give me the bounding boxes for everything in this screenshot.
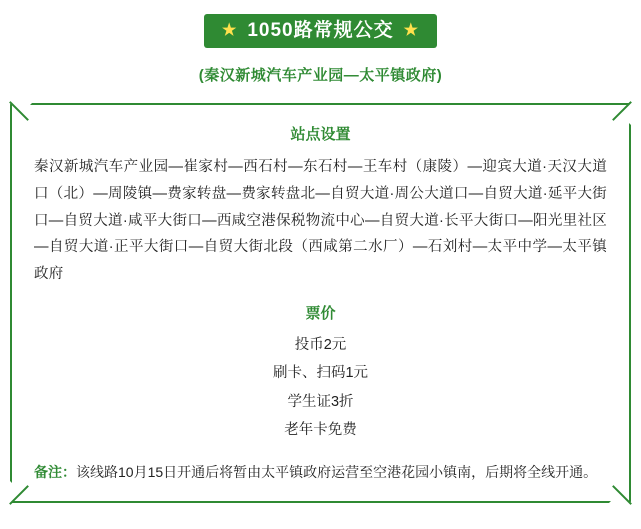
fare-line-card: 刷卡、扫码1元 [272,365,369,382]
fare-line-student: 学生证3折 [287,393,354,410]
route-subtitle: (秦汉新城汽车产业园—太平镇政府) [198,67,443,84]
star-right-icon: ★ [403,21,419,39]
fare-line-cash: 投币2元 [294,337,347,354]
fare-section-title: 票价 [305,305,336,323]
note-section [34,460,607,485]
stops-list-text: 秦汉新城汽车产业园—崔家村—西石村—东石村—王车村（康陵）—迎宾大道·天汉大道口（北）—周陵镇—费家转盘—费家转盘北—自贸大道·周公大道口—自贸大道·延平大街口—自贸大道·咸平大街口—西咸空港保税物流中心—自贸大道·长平大街口—阳光里社区—自贸大道·正平大街口—自贸大街北段（西咸第二水厂）—石刘村—太平中学—太平镇政府 [34,159,607,283]
note-label: 备注： [34,464,76,481]
route-title: 1050路常规公交 [247,20,394,41]
stops-section-title: 站点设置 [290,126,351,143]
fare-line-senior: 老年卡免费 [284,421,357,438]
corner-decoration-bottom-right [602,492,639,529]
route-title-badge [204,14,437,48]
poster-header [0,0,641,85]
note-text: 该线路10月15日开通后将暂由太平镇政府运营至空港花园小镇南，后期将全线开通。 [76,464,598,481]
content-box [10,103,631,503]
star-left-icon: ★ [222,21,238,39]
